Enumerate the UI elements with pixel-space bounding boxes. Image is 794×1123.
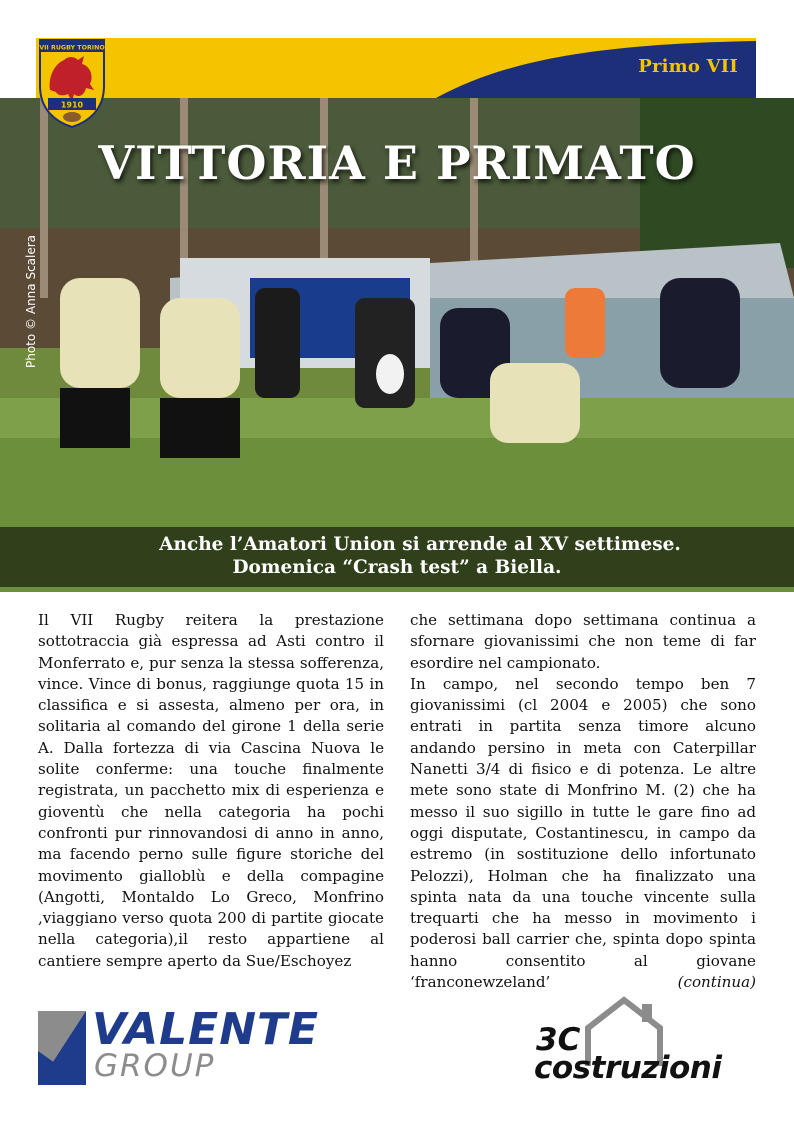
valente-sub-wordmark: GROUP <box>94 1048 216 1084</box>
photo-credit: Photo © Anna Scalera <box>24 234 38 368</box>
caption-line-2: Domenica “Crash test” a Biella. <box>232 557 562 578</box>
hero-photo <box>0 98 794 592</box>
crest-year: 1910 <box>60 100 84 110</box>
c3-number-mark: 3C <box>536 1022 581 1058</box>
section-label: Primo VII <box>638 56 738 77</box>
sponsor-valente-group-logo <box>38 1004 320 1088</box>
article-paragraph: che settimana dopo settimana continua a sfornare giovanissimi che non teme di far esordire nel campionato. <box>410 611 756 672</box>
header-band <box>36 38 756 98</box>
article-paragraph: Il VII Rugby reitera la prestazione sottotraccia già espressa ad Asti contro il Monferrato e, pur senza la stessa sofferenza, vince. Vince di bonus, raggiunge quota 15 in classifica e si assesta, almeno per ora, in solitaria al comando del girone 1 della serie A. Dalla fortezza di via Cascina Nuova le solite conferme: una touche finalmente registrata, un pacchetto mix di esperienza e gioventù che nella categoria ha pochi confronti pur rinnovandosi di anno in anno, ma facendo perno sulle figure storiche del movimento gialloblù e della compagine (Angotti, Montaldo Lo Greco, Monfrino ,viaggiano verso quota 200 di partite giocate nella categoria),il resto appartiene al cantiere sempre aperto da Sue/Eschoyez <box>38 611 384 970</box>
continua-label: (continua) <box>677 973 756 992</box>
svg-text:VII RUGBY TORINO: VII RUGBY TORINO <box>39 44 105 52</box>
article-column-2 <box>410 610 756 993</box>
valente-wordmark: VALENTE <box>92 1004 320 1055</box>
sponsor-3c-costruzioni-logo <box>528 996 760 1092</box>
article-column-1 <box>38 610 384 972</box>
club-crest-logo <box>38 38 106 128</box>
photo-caption <box>0 527 794 587</box>
c3-wordmark: costruzioni <box>534 1050 722 1086</box>
article-paragraph-text: In campo, nel secondo tempo ben 7 giovanissimi (cl 2004 e 2005) che sono entrati in partita senza timore alcuno andando persino in meta con Caterpillar Nanetti 3/4 di fisico e di potenza. Le altre mete sono state di Monfrino M. (2) che ha messo il suo sigillo in tutte le gare fino ad oggi disputate, Costantinescu, in campo da estremo (in sostituzione dello infortunato Pelozzi), Holman che ha finalizzato una spinta nata da una touche vincente sulla trequarti che ha messo in movimento i poderosi ball carrier che, spinta dopo spinta hanno consentito al giovane ‘franconewzeland’ <box>410 674 756 992</box>
headline: VITTORIA E PRIMATO <box>98 136 696 190</box>
caption-line-1: Anche l’Amatori Union si arrende al XV settimese. <box>159 534 681 555</box>
valente-mark-icon <box>38 1011 86 1085</box>
article-paragraph <box>410 674 756 993</box>
